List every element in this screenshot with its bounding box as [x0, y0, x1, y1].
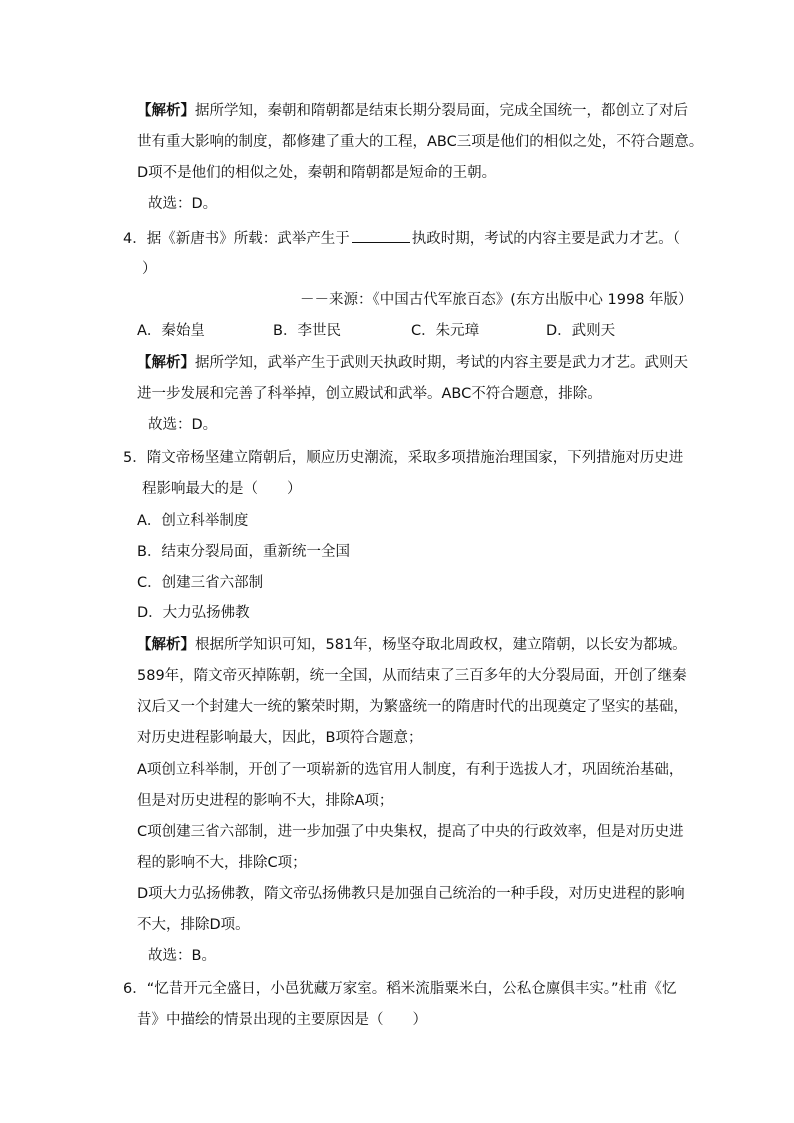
q4-stem-line-2: ）: [142, 261, 157, 277]
q5-analysis-line-8: 程的影响不大，排除C项；: [137, 855, 307, 871]
q3-answer: 故选：D。: [148, 196, 218, 212]
q5-analysis-line-9: D项大力弘扬佛教，隋文帝弘扬佛教只是加强自己统治的一种手段，对历史进程的影响: [137, 886, 685, 902]
analysis-tag: 【解析】: [137, 103, 195, 119]
analysis-tag: 【解析】: [137, 637, 195, 653]
q5-option-d: D．大力弘扬佛教: [137, 605, 250, 621]
q6-stem-line-2: 昔》中描绘的情景出现的主要原因是（ ）: [137, 1012, 427, 1028]
q5-answer: 故选：B。: [148, 948, 216, 964]
analysis-tag: 【解析】: [137, 355, 195, 371]
q5-option-b: B．结束分裂局面，重新统一全国: [137, 544, 350, 560]
q4-stem-line-1: 4．据《新唐书》所载：武举产生于 执政时期，考试的内容主要是武力才艺。（: [123, 228, 680, 249]
q4-analysis-line-2: 进一步发展和完善了科举掉，创立殿试和武举。ABC不符合题意，排除。: [137, 386, 602, 402]
q5-analysis-line-2: 589年，隋文帝灭掉陈朝，统一全国，从而结束了三百多年的大分裂局面，开创了继秦: [137, 668, 687, 684]
q3-analysis-line-3: D项不是他们的相似之处，秦朝和隋朝都是短命的王朝。: [137, 165, 497, 181]
q5-analysis-line-7: C项创建三省六部制，进一步加强了中央集权，提高了中央的行政效率，但是对历史进: [137, 824, 684, 840]
q3-analysis-line-1: 【解析】据所学知，秦朝和隋朝都是结束长期分裂局面，完成全国统一，都创立了对后: [137, 103, 688, 119]
q4-analysis-line-1: 【解析】据所学知，武举产生于武则天执政时期，考试的内容主要是武力才艺。武则天: [137, 355, 688, 371]
q6-stem-line-1: 6．“忆昔开元全盛日，小邑犹藏万家室。稻米流脂粟米白，公私仓廪俱丰实。”杜甫《忆: [123, 981, 677, 997]
q5-stem-line-1: 5．隋文帝杨坚建立隋朝后，顺应历史潮流，采取多项措施治理国家，下列措施对历史进: [123, 450, 684, 466]
q4-source: －－来源：《中国古代军旅百态》(东方出版中心 1998 年版）: [300, 292, 693, 308]
q5-analysis-line-3: 汉后又一个封建大一统的繁荣时期，为繁盛统一的隋唐时代的出现奠定了坚实的基础，: [137, 699, 688, 715]
q5-analysis-line-6: 但是对历史进程的影响不大，排除A项；: [137, 793, 394, 809]
q5-analysis-line-10: 不大，排除D项。: [137, 917, 250, 933]
q5-analysis-line-1: 【解析】根据所学知识可知，581年，杨坚夺取北周政权，建立隋朝，以长安为都城。: [137, 637, 687, 653]
q4-answer: 故选：D。: [148, 417, 218, 433]
q5-analysis-line-4: 对历史进程影响最大，因此，B项符合题意；: [137, 730, 423, 746]
q5-stem-line-2: 程影响最大的是（ ）: [142, 481, 302, 497]
q5-analysis-line-5: A项创立科举制，开创了一项崭新的选官用人制度，有利于选拔人才，巩固统治基础，: [137, 762, 684, 778]
q5-option-a: A．创立科举制度: [137, 513, 249, 529]
q4-option-a: A．秦始皇: [137, 323, 205, 339]
q4-option-c: C．朱元璋: [411, 323, 480, 339]
q3-analysis-line-2: 世有重大影响的制度，都修建了重大的工程，ABC三项是他们的相似之处，不符合题意。: [137, 134, 704, 150]
q4-option-b: B．李世民: [273, 323, 341, 339]
q5-option-c: C．创建三省六部制: [137, 575, 264, 591]
q4-option-d: D．武则天: [546, 323, 616, 339]
fill-blank: [352, 228, 410, 243]
